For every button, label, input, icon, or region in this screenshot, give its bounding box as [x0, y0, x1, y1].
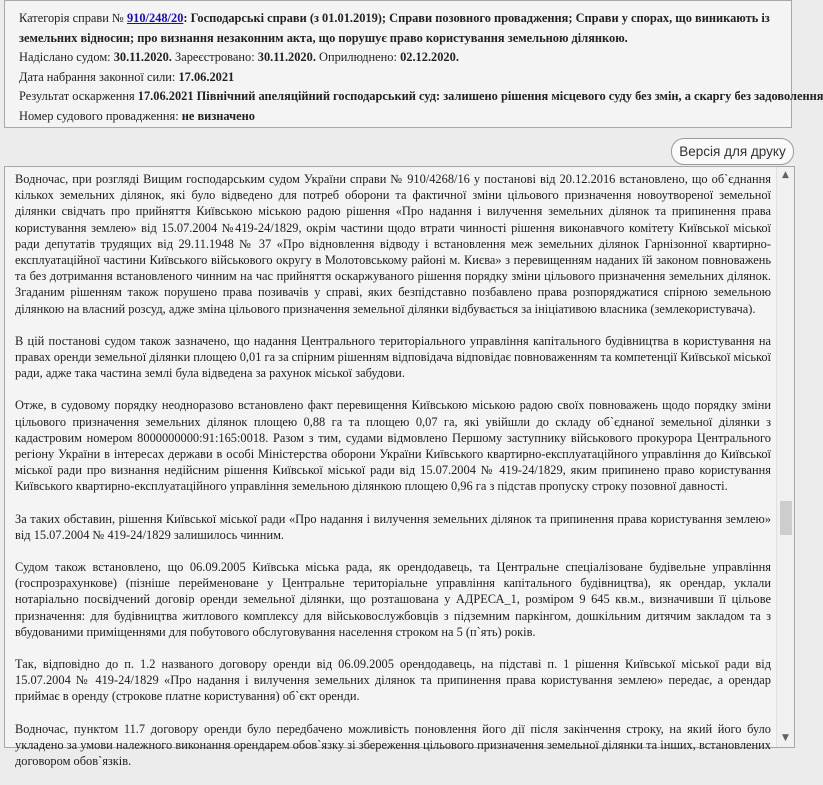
effective-date: 17.06.2021 [178, 69, 235, 84]
print-version-button[interactable]: Версія для друку [671, 138, 794, 165]
case-category-text: : Господарські справи (з 01.01.2019); Справи позовного провадження; Справи у спорах, що виникають із земельних відносин; про визнання незаконним акта, що порушує право користування земельною ділянкою. [19, 11, 770, 45]
case-dates: Надіслано судом: 30.11.2020. Зареєстровано: 30.11.2020. Оприлюднено: 02.12.2020. [19, 50, 459, 64]
scroll-thumb[interactable] [780, 501, 792, 535]
case-category: Категорія справи № 910/248/20: Господарські справи (з 01.01.2019); Справи позовного провадження; Справи у спорах, що виникають із земельних відносин; про визнання незаконним акта, що порушує право користування земельною ділянкою. [19, 11, 770, 45]
appeal-result: 17.06.2021 Північний апеляційний господарський суд: залишено рішення місцевого суду без змін, а скаргу без задоволення [137, 89, 823, 103]
scroll-up-arrow-icon[interactable]: ▲ [782, 170, 789, 180]
document-paragraph: Водночас, при розгляді Вищим господарським судом України справи № 910/4268/16 у постанові від 20.12.2016 встановлено, що об`єднання кількох земельних ділянок, які було відведено для потреб оборони та фактичної зміни цільового призначення новоутвореної земельної ділянки свідчать про прийняття Київською міською радою рішення «Про надання і вилучення земельних ділянок та припинення права користування землею» від 15.07.2004 №419-24/1829, окрім частини щодо втрати чинності рішення виконавчого комітету Київської міської ради депутатів трудящих від 29.11.1948 № 37 «Про відновлення відводу і встановлення меж земельних ділянок Гарнізонної квартирно-експлуатаційної частини Київського військового округу в Молотовському районі м. Києва» з перевищенням наданих їй законом повноважень та без дотримання встановленого чинним на час прийняття оскаржуваного рішення порядку зміни цільового призначення земельних ділянок. Згаданим рішенням також порушено права позивачів у справі, яких безпідставно позбавлено права розпоряджатися спірною земельною ділянкою на власний розсуд, адже зміна цільового призначення земельної ділянки відбувається за ініціативою власника (землекористувача). [15, 172, 771, 316]
document-frame[interactable] [4, 166, 795, 769]
document-text [15, 171, 771, 785]
document-paragraph: За таких обставин, рішення Київської міської ради «Про надання і вилучення земельних ділянок та припинення права користування землею» від 15.07.2004 № 419-24/1829 залишилось чинним. [15, 511, 771, 542]
published-date: 02.12.2020. [400, 50, 459, 64]
document-paragraph: Судом також встановлено, що 06.09.2005 Київська міська рада, як орендодавець, та Центральне спеціалізоване будівельне управління (госпрозрахункове) (пізніше перейменоване у Центральне територіальне управління капітального будівництва), як орендар, уклали нотаріально посвідчений договір оренди земельної ділянки, що розташована у АДРЕСА_1, розміром 9 645 кв.м., визначивши її цільове призначення: для будівництва житлового комплексу для військовослужбовців з підземним паркінгом, дошкільним дитячим закладом та з вбудованими приміщеннями для побутового обслуговування населення строком на 5 (п`ять) років. [15, 560, 771, 639]
proceeding-number-row: Номер судового провадження: не визначено [19, 108, 255, 123]
registered-date: 30.11.2020. [257, 50, 316, 64]
document-paragraph: Водночас, пунктом 11.7 договору оренди було передбачено можливість поновлення його дії після закінчення строку, на який його було укладено за умови належного виконання орендарем обов`язку зі збереження цільового призначення земельної ділянки та інших, встановлених договором обов`язків. [15, 721, 771, 769]
appeal-result-row: Результат оскарження 17.06.2021 Північний апеляційний господарський суд: залишено рішення місцевого суду без змін, а скаргу без задоволення [19, 89, 823, 103]
case-number-link[interactable]: 910/248/20 [126, 11, 184, 25]
proceeding-number: не визначено [181, 108, 255, 123]
document-paragraph: В цій постанові судом також зазначено, що надання Центрального територіального управління капітального будівництва в користування на правах оренди земельної ділянки площею 0,01 га за спірним рішенням відповідача відповідає повноваженням та компетенції Київської міської ради, адже така частина землі була відведена за рахунок міської забудови. [15, 333, 771, 381]
document-paragraph: Отже, в судовому порядку неодноразово встановлено факт перевищення Київською міською радою своїх повноважень щодо порядку зміни цільового призначення земельних ділянок площею 0,88 га та площею 0,07 га, які увійшли до складу об`єднаної земельної ділянки з кадастровим номером 8000000000:91:165:0018. Разом з тим, судами відмовлено Першому заступнику військового прокурора Центрального регіону України в інтересах держави в особі Міністерства оборони України Київського квартирно-експлуатаційного управління до Київської міської ради про визнання недійсним рішення Київської міської ради від 15.07.2004 № 419-24/1829, яким припинено право користування Київського квартирно-експлуатаційного управління земельною ділянкою площею 0,96 га з підстав пропуску строку позовної давності. [15, 398, 771, 494]
scroll-down-arrow-icon[interactable]: ▼ [782, 733, 789, 743]
document-paragraph: Так, відповідно до п. 1.2 названого договору оренди від 06.09.2005 орендодавець, на підставі п. 1 рішення Київської міської ради від 15.07.2004 № 419-24/1829 «Про надання і вилучення земельних ділянок та припинення права користування землею» передає, а орендар приймає в оренду (строкове платне користування) об`єкт оренди. [15, 657, 771, 704]
effective-date-row: Дата набрання законної сили: 17.06.2021 [19, 69, 235, 84]
vertical-scrollbar[interactable] [776, 167, 794, 747]
case-info-panel [4, 0, 823, 128]
sent-date: 30.11.2020. [113, 50, 172, 64]
